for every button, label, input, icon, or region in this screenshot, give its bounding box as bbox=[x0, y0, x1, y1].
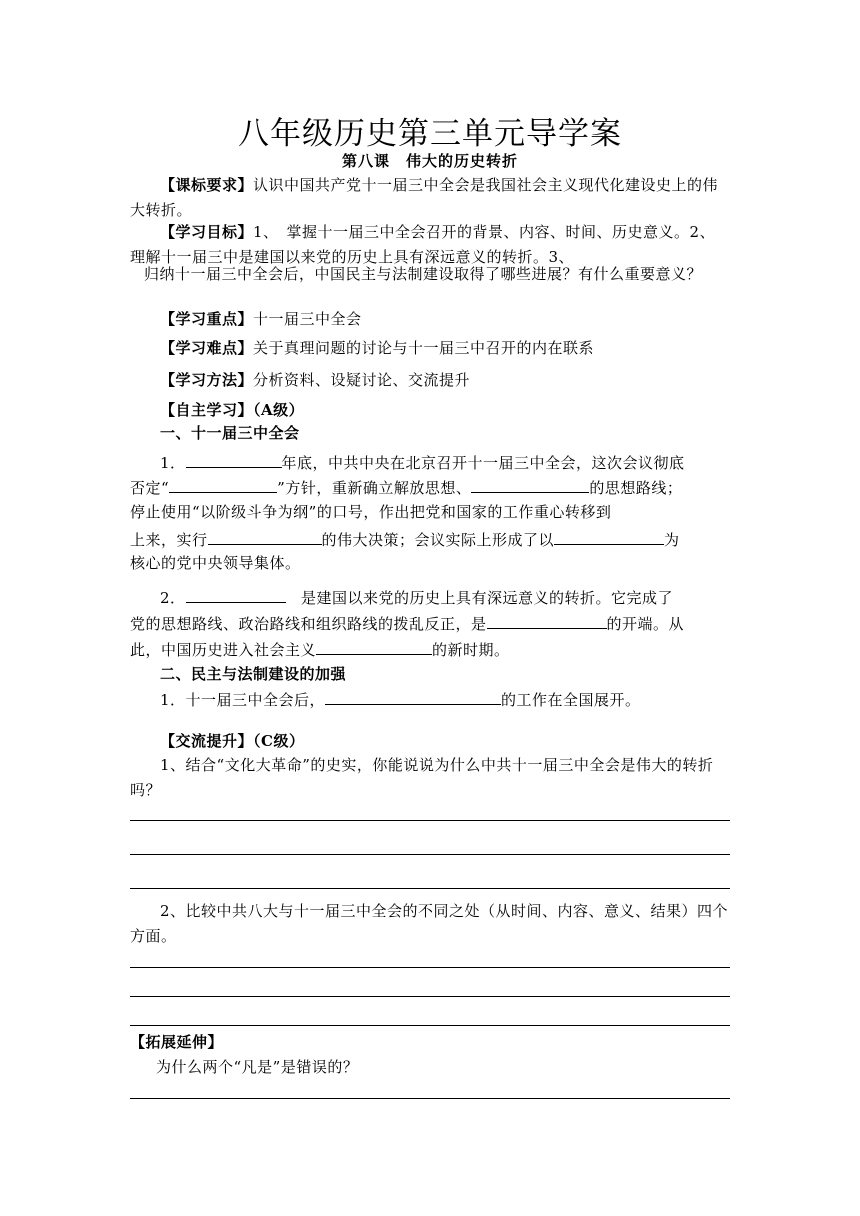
q2-text-d: 此，中国历史进入社会主义 bbox=[130, 641, 317, 659]
fill-blank[interactable] bbox=[169, 474, 277, 493]
s2-q1-text-a: 1．十一届三中全会后， bbox=[160, 691, 326, 709]
q2-text-a: 是建国以来党的历史上具有深远意义的转折。它完成了 bbox=[285, 589, 674, 607]
fill-blank[interactable] bbox=[325, 686, 501, 705]
q2-text-e: 的新时期。 bbox=[432, 641, 510, 659]
curriculum-requirement-label: 【课标要求】 bbox=[160, 176, 254, 194]
key-points bbox=[130, 307, 730, 332]
learning-method-label: 【学习方法】 bbox=[160, 371, 254, 389]
answer-line[interactable] bbox=[130, 1025, 730, 1026]
answer-line[interactable] bbox=[130, 996, 730, 997]
section1-q1-line2 bbox=[130, 474, 730, 501]
learning-method bbox=[130, 368, 730, 393]
curriculum-requirement-text: 认识中国共产党十一届三中全会是我国社会主义现代化建设史上的伟大转折。 bbox=[130, 176, 719, 219]
q2-text-b: 党的思想路线、政治路线和组织路线的拨乱反正，是 bbox=[130, 615, 487, 633]
section1-q1-line4 bbox=[130, 526, 730, 553]
q1-text-c: ”方针，重新确立解放思想、 bbox=[277, 479, 472, 497]
q1-number: 1． bbox=[160, 454, 186, 472]
section1-heading: 一、十一届三中全会 bbox=[160, 424, 300, 442]
curriculum-requirement bbox=[130, 173, 730, 223]
exchange-label: 【交流提升】 bbox=[160, 732, 254, 750]
difficult-points bbox=[130, 336, 730, 361]
q1-text-e: 上来，实行 bbox=[130, 531, 208, 549]
answer-line[interactable] bbox=[130, 967, 730, 968]
fill-blank[interactable] bbox=[471, 474, 589, 493]
section1-q1-line1 bbox=[160, 449, 730, 476]
q1-text-b: 否定“ bbox=[130, 479, 170, 497]
answer-line[interactable] bbox=[130, 820, 730, 821]
self-study-label: 【自主学习】 bbox=[160, 401, 254, 419]
section1-q1-line3: 停止使用“以阶级斗争为纲”的口号，作出把党和国家的工作重心转移到 bbox=[130, 503, 612, 521]
q1-text-d: 的思想路线； bbox=[589, 479, 683, 497]
lesson-subtitle: 第八课 伟大的历史转折 bbox=[341, 152, 518, 170]
q1-text-a: 年底，中共中央在北京召开十一届三中全会，这次会议彻底 bbox=[281, 454, 685, 472]
key-points-text: 十一届三中全会 bbox=[253, 310, 362, 328]
learning-objectives-line2: 归纳十一届三中全会后，中国民主与法制建设取得了哪些进展？有什么重要意义？ bbox=[144, 265, 703, 283]
exchange-level: （C级） bbox=[253, 732, 305, 750]
fill-blank[interactable] bbox=[186, 449, 282, 468]
answer-line[interactable] bbox=[130, 1098, 730, 1099]
key-points-label: 【学习重点】 bbox=[160, 310, 254, 328]
difficult-points-text: 关于真理问题的讨论与十一届三中召开的内在联系 bbox=[253, 339, 595, 357]
section1-q2-line3 bbox=[130, 636, 730, 663]
exchange-heading bbox=[160, 729, 730, 754]
q2-number: 2． bbox=[160, 589, 186, 607]
extension-heading: 【拓展延伸】 bbox=[130, 1033, 224, 1051]
fill-blank[interactable] bbox=[208, 526, 322, 545]
section1-q1-line5: 核心的党中央领导集体。 bbox=[130, 554, 301, 572]
learning-objectives-label: 【学习目标】 bbox=[160, 223, 254, 241]
self-study-heading bbox=[160, 398, 730, 423]
difficult-points-label: 【学习难点】 bbox=[160, 339, 254, 357]
s2-q1-text-b: 的工作在全国展开。 bbox=[501, 691, 641, 709]
fill-blank[interactable] bbox=[554, 526, 664, 545]
section1-q2-line2 bbox=[130, 610, 730, 637]
section2-heading: 二、民主与法制建设的加强 bbox=[160, 665, 347, 683]
q2-text-c: 的开端。从 bbox=[606, 615, 685, 633]
answer-line[interactable] bbox=[130, 854, 730, 855]
fill-blank[interactable] bbox=[487, 610, 607, 629]
learning-method-text: 分析资料、设疑讨论、交流提升 bbox=[253, 371, 471, 389]
self-study-level: （A级） bbox=[253, 401, 305, 419]
section1-q2-line1 bbox=[160, 584, 730, 611]
document-title: 八年级历史第三单元导学案 bbox=[238, 116, 622, 152]
fill-blank[interactable] bbox=[316, 636, 432, 655]
q1-text-g: 为 bbox=[664, 531, 680, 549]
section2-q1 bbox=[160, 686, 730, 713]
fill-blank[interactable] bbox=[186, 584, 286, 603]
learning-objectives-line1: 1、 掌握十一届三中全会召开的背景、内容、时间、历史意义。2、 理解十一届三中是建国以来党的历史上具有深远意义的转折。3、 bbox=[130, 223, 739, 266]
exchange-q1: 1、结合“文化大革命”的史实，你能说说为什么中共十一届三中全会是伟大的转折吗？ bbox=[130, 756, 714, 799]
answer-line[interactable] bbox=[130, 888, 730, 889]
exchange-q2: 2、比较中共八大与十一届三中全会的不同之处（从时间、内容、意义、结果）四个方面。 bbox=[130, 902, 729, 945]
extension-question: 为什么两个“凡是”是错误的？ bbox=[156, 1058, 359, 1076]
q1-text-f: 的伟大决策；会议实际上形成了以 bbox=[321, 531, 555, 549]
